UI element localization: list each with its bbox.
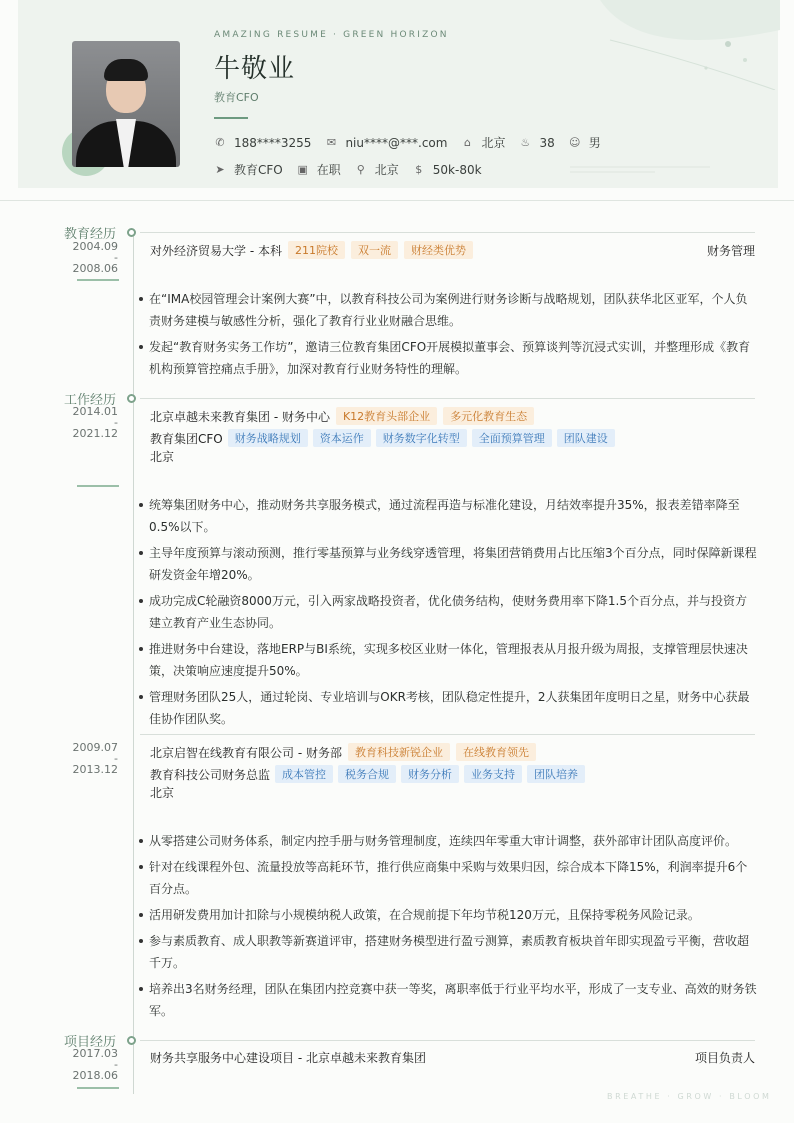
date-underline <box>77 485 119 487</box>
skill-tag: 业务支持 <box>464 765 522 783</box>
date-underline <box>77 279 119 281</box>
school-tag: 财经类优势 <box>404 241 473 259</box>
home-icon: ⌂ <box>463 136 471 149</box>
date-underline <box>77 1087 119 1089</box>
job-1-head <box>150 407 755 425</box>
company-name: 北京卓越未来教育集团 - 财务中心 <box>150 409 330 424</box>
timeline-axis <box>133 232 134 1094</box>
project-dates: 2017.03 - 2018.06 <box>72 1047 118 1082</box>
company-name: 北京启智在线教育有限公司 - 财务部 <box>150 745 342 760</box>
header-decor-lines <box>570 166 710 174</box>
skill-tag: 团队培养 <box>527 765 585 783</box>
list-item: 从零搭建公司财务体系，制定内控手册与财务管理制度，连续四年零重大审计调整，获外部审计团队高度评价。 <box>137 830 757 852</box>
school-tag: 211院校 <box>288 241 345 259</box>
list-item: 在“IMA校园管理会计案例大赛”中，以教育科技公司为案例进行财务诊断与战略规划，团队获华北区亚军，个人负责财务建模与敏感性分析，强化了教育行业业财融合思维。 <box>137 288 757 332</box>
job-1-dates: 2014.01 - 2021.12 <box>72 405 118 440</box>
info-gender: ☺ 男 <box>569 136 601 150</box>
money-icon: $ <box>415 163 423 176</box>
list-item: 管理财务团队25人，通过轮岗、专业培训与OKR考核，团队稳定性提升，2人获集团年度明日之星，财务中心获最佳协作团队奖。 <box>137 686 757 730</box>
skill-tag: 全面预算管理 <box>472 429 552 447</box>
entry-divider <box>140 734 755 735</box>
mail-icon: ✉ <box>326 136 337 149</box>
footer-slogan: BREATHE · GROW · BLOOM <box>607 1092 772 1101</box>
info-status: ▣ 在职 <box>297 163 341 177</box>
list-item: 推进财务中台建设，落地ERP与BI系统，实现多校区业财一体化，管理报表从月报升级为周报，支撑管理层快速决策，决策响应速度提升50%。 <box>137 638 757 682</box>
project-name: 财务共享服务中心建设项目 - 北京卓越未来教育集团 <box>150 1051 426 1065</box>
timeline-node <box>127 228 136 237</box>
candidate-role: 教育CFO <box>214 91 259 104</box>
timeline-node <box>127 394 136 403</box>
job-2-city: 北京 <box>150 786 175 800</box>
info-phone: ✆ 188****3255 <box>215 135 312 150</box>
skill-tag: 财务分析 <box>401 765 459 783</box>
job-2-dates: 2009.07 - 2013.12 <box>72 741 118 776</box>
list-item: 主导年度预算与滚动预测，推行零基预算与业务线穿透管理，将集团营销费用占比压缩3个百分点，同时保障新课程研发资金年增20%。 <box>137 542 757 586</box>
job-intent-row <box>214 161 496 178</box>
education-bullets <box>137 288 757 384</box>
skill-tag: 财务战略规划 <box>228 429 308 447</box>
project-role: 项目负责人 <box>694 1051 755 1065</box>
school-name: 对外经济贸易大学 - 本科 <box>150 243 282 258</box>
info-target-role: ➤ 教育CFO <box>215 163 283 177</box>
skill-tag: 资本运作 <box>313 429 371 447</box>
entry-divider <box>140 232 755 233</box>
job-1-bullets <box>137 494 757 734</box>
list-item: 参与素质教育、成人职教等新赛道评审，搭建财务模型进行盈亏测算，素质教育板块首年即实现盈亏平衡，营收超千万。 <box>137 930 757 974</box>
contact-info-row <box>214 134 615 151</box>
info-city: ⚲ 北京 <box>356 163 399 177</box>
job-2-bullets <box>137 830 757 1026</box>
job-2-head <box>150 743 755 761</box>
resume-tagline: AMAZING RESUME · GREEN HORIZON <box>214 30 449 40</box>
major-name: 财务管理 <box>706 243 755 258</box>
candidate-name: 牛敬业 <box>214 54 296 84</box>
gender-icon: ☺ <box>569 136 581 149</box>
job-2-position-line <box>150 765 585 783</box>
skill-tag: 成本管控 <box>275 765 333 783</box>
school-tag: 双一流 <box>351 241 398 259</box>
location-pin-icon: ⚲ <box>356 163 365 176</box>
section-title-work: 工作经历 <box>63 393 116 408</box>
entry-divider <box>140 398 755 399</box>
education-entry-head <box>150 241 755 259</box>
list-item: 成功完成C轮融资8000万元，引入两家战略投资者，优化债务结构，使财务费用率下降1.5个百分点，并与投资方建立教育产业生态协同。 <box>137 590 757 634</box>
list-item: 培养出3名财务经理，团队在集团内控竞赛中获一等奖，离职率低于行业平均水平，形成了一支专业、高效的财务铁军。 <box>137 978 757 1022</box>
info-home: ⌂ 北京 <box>461 134 505 151</box>
phone-icon: ✆ <box>215 136 225 149</box>
list-item: 活用研发费用加计扣除与小规模纳税人政策，在合规前提下年均节税120万元，且保持零税务风险记录。 <box>137 904 757 926</box>
skill-tag: 税务合规 <box>338 765 396 783</box>
header-decor-curves <box>600 0 780 90</box>
skill-tag: 团队建设 <box>557 429 615 447</box>
briefcase-icon: ▣ <box>297 163 308 176</box>
education-dates: 2004.09 - 2008.06 <box>72 240 118 275</box>
job-1-city: 北京 <box>150 450 175 464</box>
role-underline <box>214 117 248 119</box>
list-item: 发起“教育财务实务工作坊”，邀请三位教育集团CFO开展模拟董事会、预算谈判等沉浸式实训，并整理形成《教育机构预算管控痛点手册》，加深对教育行业财务特性的理解。 <box>137 336 757 380</box>
info-email: ✉ niu****@***.com <box>326 135 448 150</box>
header-divider <box>0 200 794 201</box>
company-tag: 在线教育领先 <box>456 743 536 761</box>
profile-photo <box>72 41 180 167</box>
section-title-project: 项目经历 <box>63 1035 116 1050</box>
position-title: 教育集团CFO <box>150 431 223 446</box>
company-tag: K12教育头部企业 <box>336 407 437 425</box>
info-age: ♨ 38 <box>520 135 555 150</box>
company-tag: 教育科技新锐企业 <box>348 743 450 761</box>
company-tag: 多元化教育生态 <box>443 407 534 425</box>
timeline-node <box>127 1036 136 1045</box>
job-1-position-line <box>150 429 615 447</box>
position-title: 教育科技公司财务总监 <box>150 767 271 782</box>
send-icon: ➤ <box>215 163 225 176</box>
section-title-education: 教育经历 <box>63 227 116 242</box>
info-salary: $ 50k-80k <box>413 163 482 177</box>
project-head <box>150 1049 755 1066</box>
list-item: 统筹集团财务中心，推动财务共享服务模式，通过流程再造与标准化建设，月结效率提升35%，报表差错率降至0.5%以下。 <box>137 494 757 538</box>
list-item: 针对在线课程外包、流量投放等高耗环节，推行供应商集中采购与效果归因，综合成本下降15%，利润率提升6个百分点。 <box>137 856 757 900</box>
skill-tag: 财务数字化转型 <box>376 429 467 447</box>
cake-icon: ♨ <box>520 136 531 149</box>
entry-divider <box>140 1040 755 1041</box>
